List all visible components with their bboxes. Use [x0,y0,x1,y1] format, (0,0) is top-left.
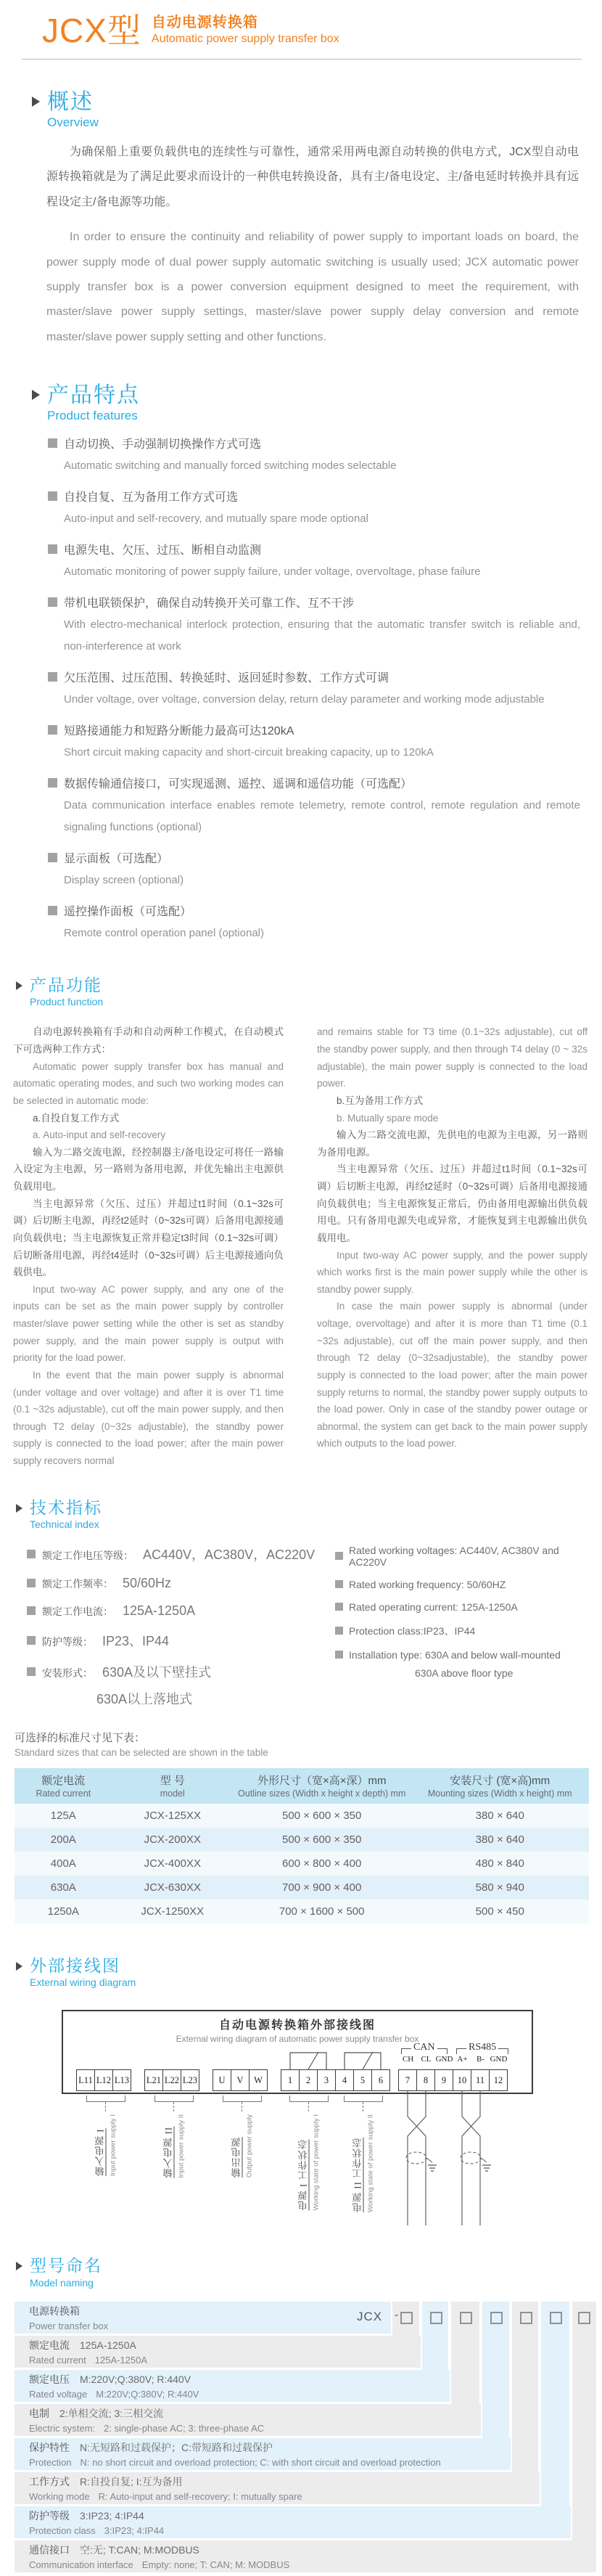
feature-en: Data communication interface enables remote telemetry, remote control, remote regulation and remote signaling functions (optional) [64,799,580,834]
features-list [48,435,580,944]
section-wiring-heading [16,1957,602,1988]
table-row: 1250A JCX-1250XX 700 × 1600 × 500 500 × 450 [15,1900,589,1923]
bullet-square-icon [335,1552,343,1560]
function-paragraph: Automatic power supply transfer box has manual and automatic operating modes, and such two working modes can be selected in automatic mode: [13,1060,284,1106]
group-bracket [223,2095,262,2102]
bullet-square-icon [335,1603,343,1611]
col-header-mounting-sizes: 安装尺寸 (宽×高)mm Mounting sizes (Width x height) mm [411,1768,589,1804]
bullet-square-icon [48,438,57,448]
bullet-square-icon [48,597,57,607]
col-header-rated-current: 额定电流 Rated current [15,1768,112,1804]
function-paragraph: In case the main power supply is abnormal (under voltage, overvoltage) and after it is more than T1 time (0.1 ~32s adjustable), cut off the main power supply, and then through T2 delay (0~32sadjustable), the standby power supply is connected to the load power; after the main power supply returns to normal, the standby power supply outputs to the load power. Only in case of the standby power outage or abnormal, the system can get back to the main power supply which outputs to the load power. [317,1301,587,1449]
overview-heading-cn: 概述 [47,90,94,114]
naming-row: 通信接口 空:无; T:CAN; M:MODBUS Communication interface Empty: none; T: CAN; M: MODBUS [15,2540,596,2572]
bullet-square-icon [48,725,57,735]
feature-cn: 欠压范围、过压范围、转换延时、返回延时参数、工作方式可调 [64,672,389,685]
feature-item [48,594,580,658]
section-arrow-icon [32,97,40,107]
feature-cn: 自动切换、手动强制切换操作方式可选 [64,438,262,451]
technical-item: 额定工作电压等级： AC440V，AC380V，AC220V [27,1545,335,1563]
model-prefix: JCX [357,2309,383,2323]
model-digit-box [490,2312,503,2324]
function-paragraph: 当主电源异常（欠压、过压）并超过t1时间（0.1~32s可调）后切断主电源，再经t2延时（0~32s可调）后备用电源接通向负载供电；当主电源恢复正常后，仍由备用电源输出供负载用电。只有备用电源失电或异常，才能恢复到主电源输出供负载用电。 [317,1164,587,1243]
feature-en: Remote control operation panel (optional) [64,927,264,940]
table-row: 125A JCX-125XX 500 × 600 × 350 380 × 640 [15,1804,589,1828]
feature-cn: 带机电联锁保护，确保自动转换开关可靠工作、互不干涉 [64,597,355,610]
section-overview-heading [32,90,602,130]
technical-item-en: Rated working frequency: 50/60HZ [335,1579,587,1590]
technical-item: 额定工作电流： 125A-1250A [27,1603,335,1619]
overview-paragraph-en: In order to ensure the continuity and reliability of power supply to important loads on board, the power supply mode of dual power supply automatic switching is usually used; JCX automatic power supply transfer box is a power conversion equipment designed to meet the requirement, with master/slave power supply settings, master/slave power supply delay conversion and remote master/slave power supply setting and other functions. [46,231,579,343]
feature-cn: 电源失电、欠压、过压、断相自动监测 [64,544,262,557]
function-paragraph: 自动电源转换箱有手动和自动两种工作模式，在自动模式下可选两种工作方式： [13,1026,284,1055]
feature-item [48,774,580,838]
group-bracket-stem [308,2102,309,2111]
function-subheading: a. Auto-input and self-recovery [33,1129,166,1141]
function-paragraph: 当主电源异常（欠压、过压）并超过t1时间（0.1~32s可调）后切断主电源，再经t2延时（0~32s可调）后备用电源接通向负载供电；当主电源恢复正常并稳定t3时间（0.1~32s可调）后切断备用电源，再经t4延时（0~32s可调）后主电源接通向负载供电。 [13,1198,284,1278]
naming-heading-en: Model naming [30,2276,94,2289]
section-arrow-icon [16,1504,22,1513]
function-heading-cn: 产品功能 [30,976,102,995]
function-column-left [13,1023,284,1469]
size-note-en: Standard sizes that can be selected are shown in the table [15,1746,268,1758]
feature-item [48,849,580,891]
group-label: 输入电源 I Input power supply I [94,2114,117,2177]
naming-row: 工作方式 R:自投自复; I:互为备用 Working mode R: Auto-input and self-recovery; I: mutually spare [15,2472,540,2504]
technical-columns [27,1545,587,1708]
function-paragraph: 输入为二路交流电源，经控制器主/备电设定可将任一路输入设定为主电源，另一路则为备用电源，并优先输出主电源供负载用电。 [13,1146,284,1193]
overview-heading-en: Overview [47,115,99,129]
function-paragraph: Input two-way AC power supply, and the power supply which works first is the main power supply while the other is standby power supply. [317,1249,587,1295]
naming-row: 额定电流 125A-1250A Rated current 125A-1250A [15,2336,421,2368]
feature-en: Short circuit making capacity and short-circuit breaking capacity, up to 120kA [64,746,434,759]
section-features-heading [32,383,602,423]
feature-en: Display screen (optional) [64,874,184,887]
bullet-square-icon [27,1667,36,1676]
group-label: 电源 II 工作状态 Working state of power supply II [352,2114,375,2213]
feature-en: With electro-mechanical interlock protection, ensuring that the automatic transfer switch is reliable and, non-interference at work [64,618,580,653]
wiring-title-en: External wiring diagram of automatic power supply transfer box [176,2034,419,2045]
feature-item [48,902,580,944]
col-header-model: 型 号 model [112,1768,233,1804]
bracket-corner-icon [456,2048,466,2054]
feature-item [48,541,580,583]
size-table-header-row [15,1768,589,1804]
naming-row: 防护等级 3:IP23; 4:IP44 Protection class 3:IP23; 4:IP44 [15,2506,571,2538]
model-digit-box [400,2312,413,2324]
terminal-group-input2: L21 L22 L23 [145,2069,199,2091]
function-paragraph: and remains stable for T3 time (0.1~32s adjustable), cut off the standby power supply, and then through T4 delay (0 ~ 32s adjustable), the main power supply is connected to the load power. [317,1026,587,1089]
technical-heading-cn: 技术指标 [30,1497,102,1517]
bullet-square-icon [48,672,57,682]
header-divider [22,59,582,60]
model-digit-box [460,2312,472,2324]
group-bracket-stem [173,2102,174,2111]
model-digit-box [430,2312,442,2324]
naming-strip [541,2302,569,2506]
product-title-en: Automatic power supply transfer box [151,33,339,45]
group-label: 输入电源 II Input power supply II [162,2114,186,2178]
section-arrow-icon [16,2262,22,2270]
section-technical-heading [16,1499,602,1530]
bullet-square-icon [48,778,57,788]
group-label: 输出电源 Output power supply [231,2114,254,2178]
feature-en: Automatic monitoring of power supply failure, under voltage, overvoltage, phase failure [64,565,481,578]
group-bracket [154,2095,194,2102]
feature-item [48,668,580,711]
group-bracket-stem [105,2102,106,2111]
model-dash: - [395,2308,399,2321]
bullet-square-icon [48,544,57,554]
function-subheading: b. Mutually spare mode [337,1112,439,1124]
feature-cn: 显示面板（可选配） [64,853,169,866]
bullet-square-icon [27,1550,36,1558]
feature-cn: 短路接通能力和短路分断能力最高可达120kA [64,725,294,738]
wiring-title-cn: 自动电源转换箱外部接线图 [218,2019,376,2032]
technical-item-en: Rated working voltages: AC440V, AC380V and AC220V [335,1545,587,1568]
group-bracket [344,2095,383,2102]
feature-item [48,435,580,477]
function-subheading: a.自投自复工作方式 [33,1112,120,1124]
technical-list-en [335,1545,587,1708]
technical-heading-en: Technical index [30,1518,99,1530]
switch-contact-icon [336,2046,390,2069]
table-row: 400A JCX-400XX 600 × 800 × 400 480 × 840 [15,1852,589,1876]
bracket-corner-icon [437,2048,448,2054]
technical-item: 额定工作频率： 50/60Hz [27,1576,335,1591]
wiring-diagram [62,2010,533,2236]
function-column-right [317,1023,587,1469]
technical-item-line2: 630A以上落地式 [96,1691,193,1706]
function-paragraph: Input two-way AC power supply, and any one of the inputs can be set as the main power supply by controller master/slave power setting while the other is set as standby power supply, and the main power supply is output with priority for the load power. [13,1283,284,1364]
bullet-square-icon [335,1627,343,1635]
feature-item [48,488,580,530]
size-note-cn: 可选择的标准尺寸见下表： [15,1731,146,1744]
bullet-square-icon [27,1579,36,1587]
section-function-heading [16,976,602,1007]
feature-item [48,721,580,764]
bullet-square-icon [27,1636,36,1645]
function-subheading: b.互为备用工作方式 [337,1095,424,1106]
naming-row: 电源转换箱 Power transfer box [15,2302,391,2334]
bullet-square-icon [48,853,57,862]
terminal-group-status: 1 2 3 4 5 6 [281,2069,390,2091]
technical-item-en-line2: 630A above floor type [415,1667,514,1679]
terminal-group-output: U V W [213,2069,268,2091]
terminal-group-input1: L11 L12 L13 [77,2069,131,2091]
features-heading-cn: 产品特点 [47,383,140,408]
naming-strip [512,2302,538,2472]
technical-item-en: Rated operating current: 125A-1250A [335,1601,587,1613]
product-title-cn: 自动电源转换箱 [151,15,258,30]
naming-strip [572,2302,596,2540]
section-arrow-icon [16,981,22,990]
overview-paragraph-cn: 为确保船上重要负载供电的连续性与可靠性，通常采用两电源自动转换的供电方式，JCX型自动电源转换箱就是为了满足此要求而设计的一种供电转换设备，具有主/备电设定、主/备电延时转换并具有远程设定主/备电源等功能。 [46,146,579,208]
features-heading-en: Product features [47,409,138,423]
technical-list-cn [27,1545,335,1708]
feature-cn: 遥控操作面板（可选配） [64,906,192,919]
bullet-square-icon [335,1580,343,1588]
rs485-bus-label: RS485 [456,2042,508,2054]
naming-row: 额定电压 M:220V;Q:380V; R:440V Rated voltage M:220V;Q:380V; R:440V [15,2370,450,2402]
feature-cn: 自投自复、互为备用工作方式可选 [64,491,239,504]
model-digit-box [520,2312,532,2324]
function-paragraph: In the event that the main power supply is abnormal (under voltage and over voltage) and after it is over T1 time (0.1 ~32s adjustable), cut off the main power supply, and then through T2 delay (0~32s adjustable), the standby power supply is connected to the load power; after the main power supply recovers normal [13,1369,284,1467]
function-columns [13,1023,587,1469]
twisted-pair-cable-icon [455,2091,496,2225]
technical-item: 防护等级： IP23、IP44 [27,1631,335,1650]
ground-icon [428,2165,437,2171]
feature-en: Auto-input and self-recovery, and mutually spare mode optional [64,512,368,526]
bracket-corner-icon [401,2048,411,2054]
size-table [15,1768,589,1923]
technical-item-en: Installation type: 630A and below wall-mounted [335,1649,587,1661]
group-label: 电源 I 工作状态 Working state of power supply I [297,2114,321,2211]
switch-contact-icon [281,2046,336,2069]
page-header [0,0,602,47]
bracket-corner-icon [498,2048,508,2054]
feature-en: Under voltage, over voltage, conversion delay, return delay parameter and working mode adjustable [64,693,545,706]
comm-pin-labels: CH CL GND A+ B- GND [402,2055,508,2064]
bullet-square-icon [48,906,57,915]
function-paragraph: 输入为二路交流电源，先供电的电源为主电源，另一路则为备用电源。 [317,1129,587,1158]
table-row: 200A JCX-200XX 500 × 600 × 350 380 × 640 [15,1828,589,1852]
ground-icon [482,2165,491,2171]
wiring-heading-cn: 外部接线图 [30,1955,120,1975]
model-digit-box [550,2312,562,2324]
wiring-heading-en: External wiring diagram [30,1976,136,1989]
section-arrow-icon [32,390,40,400]
table-row: 630A JCX-630XX 700 × 900 × 400 580 × 940 [15,1876,589,1900]
naming-row: 保护特性 N:无短路和过载保护；C:带短路和过载保护 Protection N: no short circuit and overload protection; C: with short circuit and overload protection [15,2438,511,2470]
model-naming-diagram [15,2302,598,2576]
bullet-square-icon [27,1606,36,1615]
col-header-outline-sizes: 外形尺寸（宽×高×深）mm Outline sizes (Width x height x depth) mm [233,1768,411,1804]
model-digit-box [578,2312,590,2324]
technical-item-en: Protection class:IP23、IP44 [335,1624,587,1638]
naming-row: 电制 2:单相交流; 3:三相交流 Electric system: 2: single-phase AC; 3: three-phase AC [15,2404,481,2436]
section-naming-heading [16,2257,602,2288]
feature-en: Automatic switching and manually forced switching modes selectable [64,459,397,473]
feature-cn: 数据传输通信接口，可实现遥测、遥控、遥调和遥信功能（可选配） [64,778,413,791]
group-bracket [86,2095,125,2102]
group-bracket [289,2095,329,2102]
technical-item: 安装形式： 630A及以下壁挂式 [27,1662,335,1681]
bullet-square-icon [335,1651,343,1659]
twisted-pair-cable-icon [401,2091,442,2225]
product-model-title: JCX型 [42,12,141,49]
naming-heading-cn: 型号命名 [30,2256,102,2276]
bullet-square-icon [48,491,57,501]
can-bus-label: CAN [401,2042,448,2054]
section-arrow-icon [16,1962,22,1971]
terminal-group-comm: 7 8 9 10 11 12 [399,2069,508,2091]
function-heading-en: Product function [30,996,104,1008]
